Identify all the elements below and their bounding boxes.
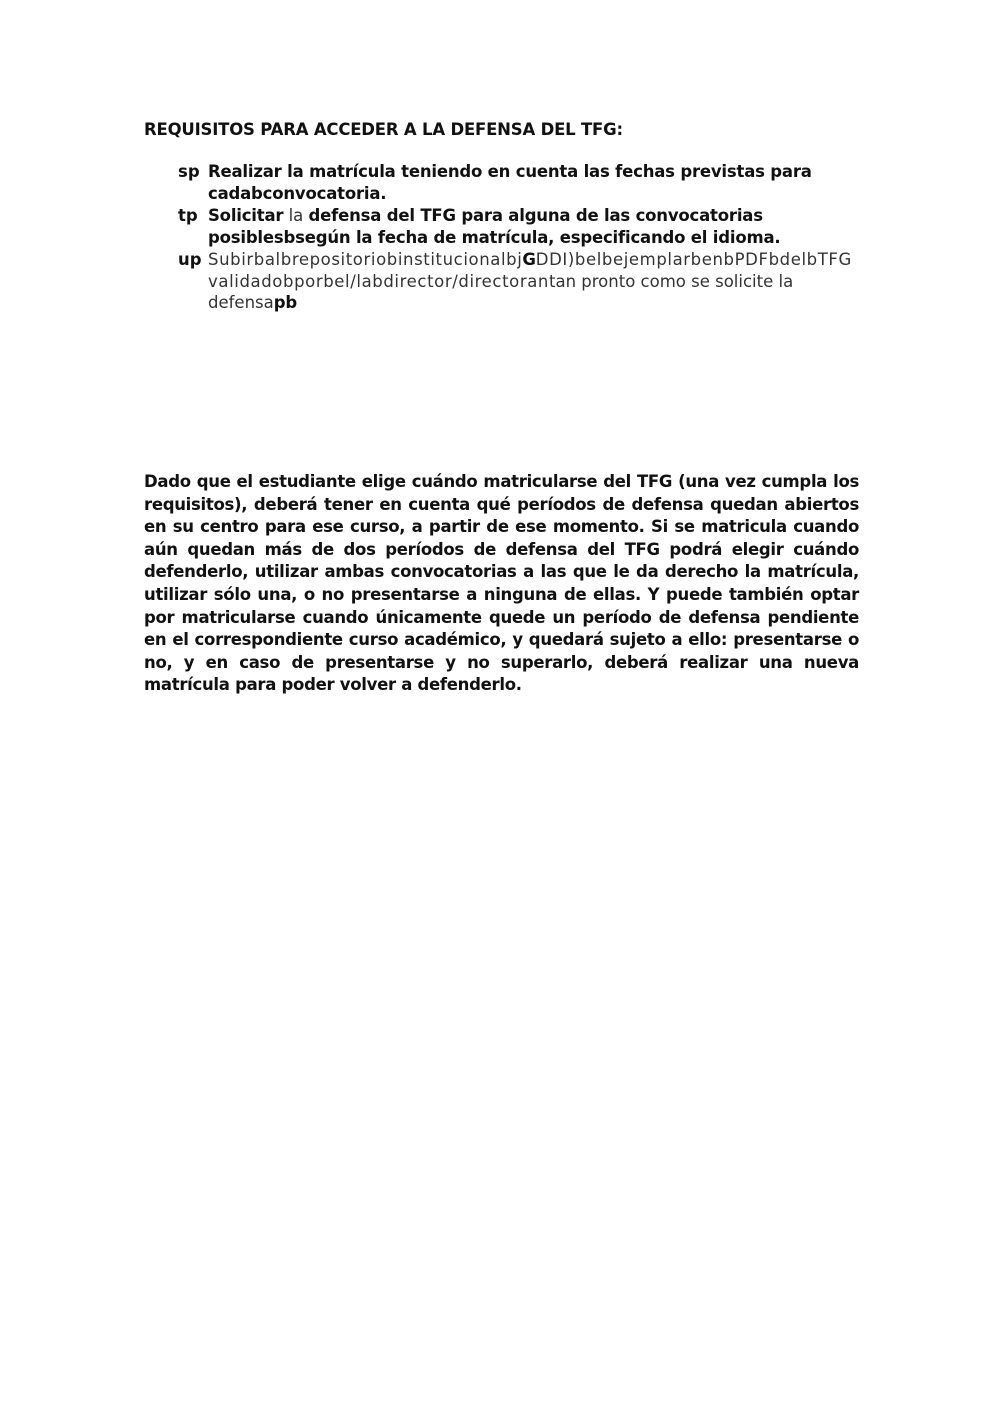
requirements-heading: REQUISITOS PARA ACCEDER A LA DEFENSA DEL TFG: <box>144 120 623 139</box>
requirement-plain-part: tan pronto como se solicite la defensa <box>208 271 794 312</box>
list-item <box>178 249 868 314</box>
list-item <box>178 161 868 204</box>
list-marker: sp <box>178 162 200 181</box>
requirement-plain-part: Subirbalbrepositoriobinstitucionalbj <box>208 250 523 269</box>
requirement-bold-part: defensa del TFG para alguna de las convocatorias posiblesbsegún la fecha de matrícula, especificando el idioma. <box>208 206 781 247</box>
requirement-plain-part: DDI)belbejemplarbenbPDFbdelbTFG validadobporbel/labdirector/directoran <box>208 250 852 291</box>
requirements-list <box>178 161 868 315</box>
requirement-text <box>208 249 868 314</box>
list-item <box>178 205 868 248</box>
requirement-bold-part: Solicitar <box>208 206 284 225</box>
body-paragraph: Dado que el estudiante elige cuándo matricularse del TFG (una vez cumpla los requisitos), deberá tener en cuenta qué períodos de defensa quedan abiertos en su centro para ese curso, a partir de ese momento. Si se matricula cuando aún quedan más de dos períodos de defensa del TFG podrá elegir cuándo defenderlo, utilizar ambas convocatorias a las que le da derecho la matrícula, utilizar sólo una, o no presentarse a ninguna de ellas. Y puede también optar por matricularse cuando únicamente quede un período de defensa pendiente en el correspondiente curso académico, y quedará sujeto a ello: presentarse o no, y en caso de presentarse y no superarlo, deberá realizar una nueva matrícula para poder volver a defenderlo. <box>144 472 859 695</box>
requirement-text: Realizar la matrícula teniendo en cuenta las fechas previstas para cadabconvocatoria. <box>208 162 812 203</box>
list-marker: tp <box>178 206 198 225</box>
requirement-plain-part: la <box>283 206 309 225</box>
requirement-bold-part: G <box>522 250 536 269</box>
requirement-bold-part: pb <box>273 293 297 312</box>
requirement-text <box>208 205 868 248</box>
list-marker: up <box>178 250 202 269</box>
